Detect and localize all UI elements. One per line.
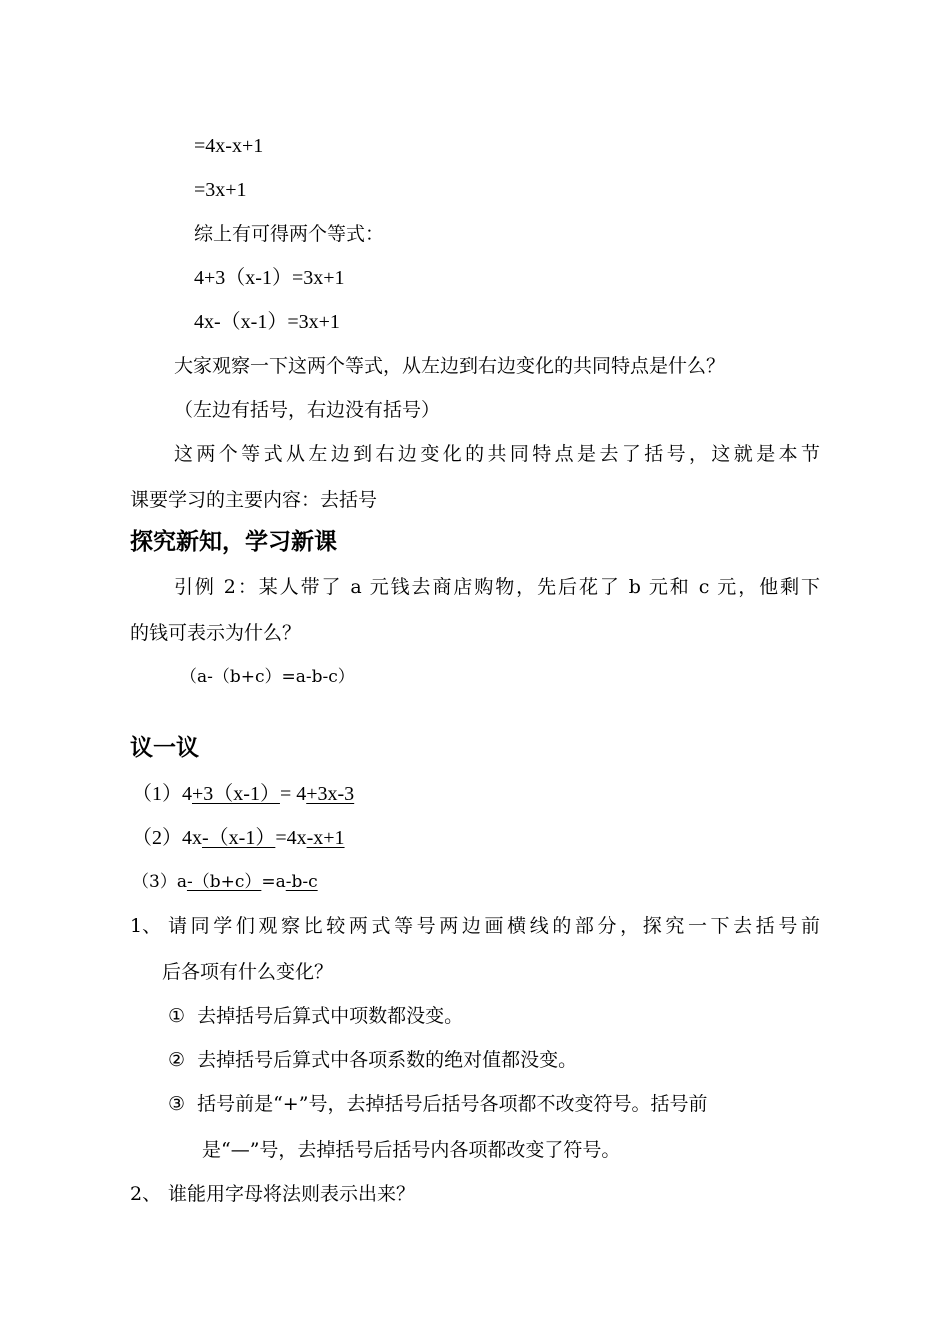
item-prefix: （3）a [132,872,187,892]
question-1-line-2: 后各项有什么变化？ [162,961,334,983]
example-answer: （a-（b+c）=a-b-c） [180,667,355,687]
observe-conclusion-line-2: 课要学习的主要内容：去括号 [130,489,378,511]
discuss-item-2 [132,826,345,850]
point-mark: ② [168,1049,186,1071]
question-2-number: 2、 [130,1183,162,1205]
point-text: 括号前是“+”号，去掉括号后括号各项都不改变符号。括号前 [197,1093,708,1115]
item-middle: = 4 [279,783,307,805]
observe-question: 大家观察一下这两个等式，从左边到右边变化的共同特点是什么？ [174,355,726,377]
point-3 [168,1092,707,1116]
question-1-number: 1、 [130,915,162,937]
derivation-summary: 综上有可得两个等式： [194,223,385,245]
equation-2: 4x-（x-1）=3x+1 [194,311,340,333]
underlined-right: -x+1 [306,827,345,849]
point-3-line-2: 是“—”号，去掉括号后括号内各项都改变了符号。 [202,1139,621,1161]
section-heading-discuss: 议一议 [130,735,199,761]
underlined-right: -b-c [285,872,318,892]
underlined-right: +3x-3 [306,783,355,805]
derivation-step-2: =3x+1 [194,179,247,201]
example-line-2: 的钱可表示为什么？ [130,622,302,644]
point-mark: ③ [168,1093,186,1115]
point-1 [168,1004,463,1028]
underlined-left: -（b+c） [186,872,262,892]
underlined-left: -（x-1） [202,827,276,849]
example-line-1: 引例 2：某人带了 a 元钱去商店购物，先后花了 b 元和 c 元，他剩下 [174,576,820,598]
question-1-line-1: 请同学们观察比较两式等号两边画横线的部分，探究一下去括号前 [168,915,820,937]
equation-1: 4+3（x-1）=3x+1 [194,267,345,289]
point-text: 去掉括号后算式中项数都没变。 [197,1005,464,1027]
observe-answer: （左边有括号，右边没有括号） [174,399,441,421]
underlined-left: +3（x-1） [192,783,280,805]
question-2-text: 谁能用字母将法则表示出来？ [168,1183,416,1205]
discuss-item-3 [132,870,318,894]
point-mark: ① [168,1005,186,1027]
item-prefix: （1）4 [132,783,192,805]
point-text: 去掉括号后算式中各项系数的绝对值都没变。 [197,1049,578,1071]
discuss-item-1 [132,782,354,806]
item-middle: =4x [275,827,307,849]
item-middle: =a [261,872,286,892]
point-2 [168,1048,577,1072]
derivation-step-1: =4x-x+1 [194,135,264,157]
section-heading-explore: 探究新知，学习新课 [130,529,337,555]
observe-conclusion-line-1: 这两个等式从左边到右边变化的共同特点是去了括号，这就是本节 [174,443,820,465]
item-prefix: （2）4x [132,827,202,849]
